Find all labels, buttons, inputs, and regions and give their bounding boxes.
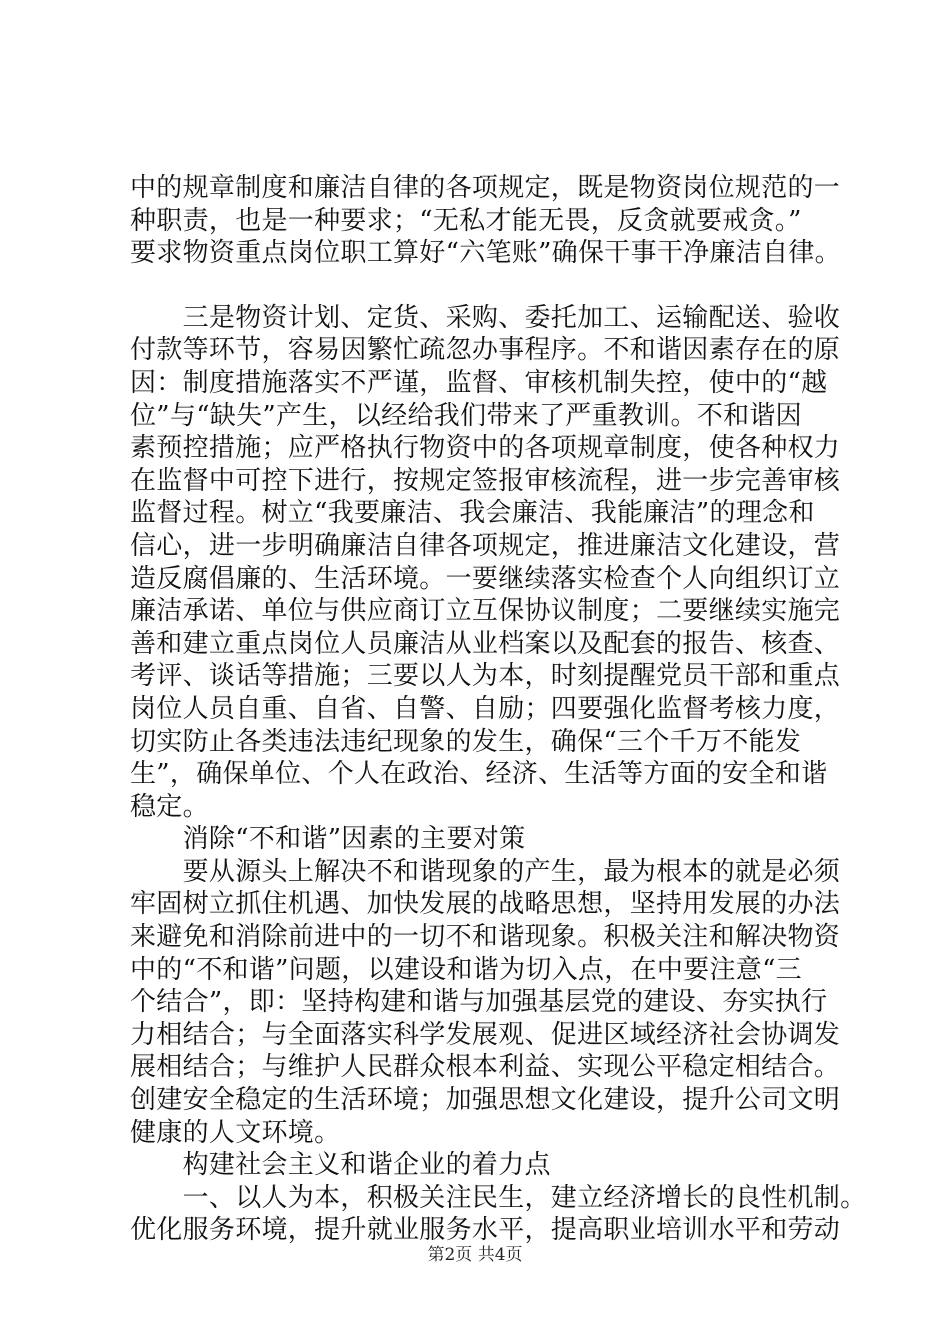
text-line: 素预控措施；应严格执行物资中的各项规章制度，使各种权力: [130, 433, 841, 464]
text-line: 三是物资计划、定货、采购、委托加工、运输配送、验收: [130, 302, 841, 333]
text-line: 切实防止各类违法违纪现象的发生，确保“三个千万不能发: [130, 726, 802, 757]
text-line: 要求物资重点岗位职工算好“六笔账”确保干事干净廉洁自律。: [130, 238, 841, 269]
text-line: 岗位人员自重、自省、自警、自励；四要强化监督考核力度，: [130, 693, 841, 724]
text-line: 力相结合；与全面落实科学发展观、促进区域经济社会协调发: [130, 1019, 841, 1050]
text-line: 一、以人为本，积极关注民生，建立经济增长的良性机制。: [130, 1182, 867, 1213]
paragraph-gap: [130, 270, 850, 302]
text-line: 位”与“缺失”产生，以经给我们带来了严重教训。不和谐因: [130, 400, 802, 431]
text-line: 健康的人文环境。: [130, 1117, 341, 1148]
text-line: 个结合”，即：坚持构建和谐与加强基层党的建设、夯实执行: [130, 987, 828, 1018]
text-line: 造反腐倡廉的、生活环境。一要继续落实检查个人向组织订立: [130, 563, 841, 594]
text-line: 稳定。: [130, 791, 209, 822]
page-number-footer: 第2页 共4页: [427, 1245, 523, 1265]
paragraph-third-point: [130, 302, 850, 824]
text-line: 因：制度措施落实不严谨，监督、审核机制失控，使中的“越: [130, 367, 828, 398]
text-line: 优化服务环境，提升就业服务水平，提高职业培训水平和劳动: [130, 1215, 841, 1246]
text-line: 创建安全稳定的生活环境；加强思想文化建设，提升公司文明: [130, 1085, 841, 1116]
text-line: 种职责，也是一种要求；“无私才能无畏，反贪就要戒贪。”: [130, 205, 802, 236]
text-line: 中的规章制度和廉洁自律的各项规定，既是物资岗位规范的一: [130, 173, 841, 203]
text-line: 生”，确保单位、个人在政治、经济、生活等方面的安全和谐: [130, 759, 828, 790]
text-line: 信心，进一步明确廉洁自律各项规定，推进廉洁文化建设，营: [130, 530, 841, 561]
text-line: 展相结合；与维护人民群众根本利益、实现公平稳定相结合。: [130, 1052, 841, 1083]
text-line: 付款等环节，容易因繁忙疏忽办事程序。不和谐因素存在的原: [130, 335, 841, 366]
text-line: 廉洁承诺、单位与供应商订立互保协议制度；二要继续实施完: [130, 596, 841, 627]
text-line: 考评、谈话等措施；三要以人为本，时刻提醒党员干部和重点: [130, 661, 841, 692]
text-line: 要从源头上解决不和谐现象的产生，最为根本的就是必须: [130, 856, 841, 887]
section-heading-focus-points: 构建社会主义和谐企业的着力点: [130, 1150, 551, 1181]
paragraph-continuation: [130, 172, 850, 270]
text-line: 在监督中可控下进行，按规定签报审核流程，进一步完善审核: [130, 465, 841, 496]
section-heading-countermeasures: 消除“不和谐”因素的主要对策: [130, 824, 526, 855]
paragraph-focus-points: [130, 1182, 867, 1247]
text-line: 善和建立重点岗位人员廉洁从业档案以及配套的报告、核查、: [130, 628, 841, 659]
text-line: 监督过程。树立“我要廉洁、我会廉洁、我能廉洁”的理念和: [130, 498, 815, 529]
text-line: 牢固树立抓住机遇、加快发展的战略思想，坚持用发展的办法: [130, 889, 841, 920]
text-line: 中的“不和谐”问题，以建设和谐为切入点，在中要注意“三: [130, 954, 802, 985]
text-line: 来避免和消除前进中的一切不和谐现象。积极关注和解决物资: [130, 922, 841, 953]
paragraph-countermeasures: [130, 856, 850, 1149]
document-body: [130, 172, 867, 1247]
